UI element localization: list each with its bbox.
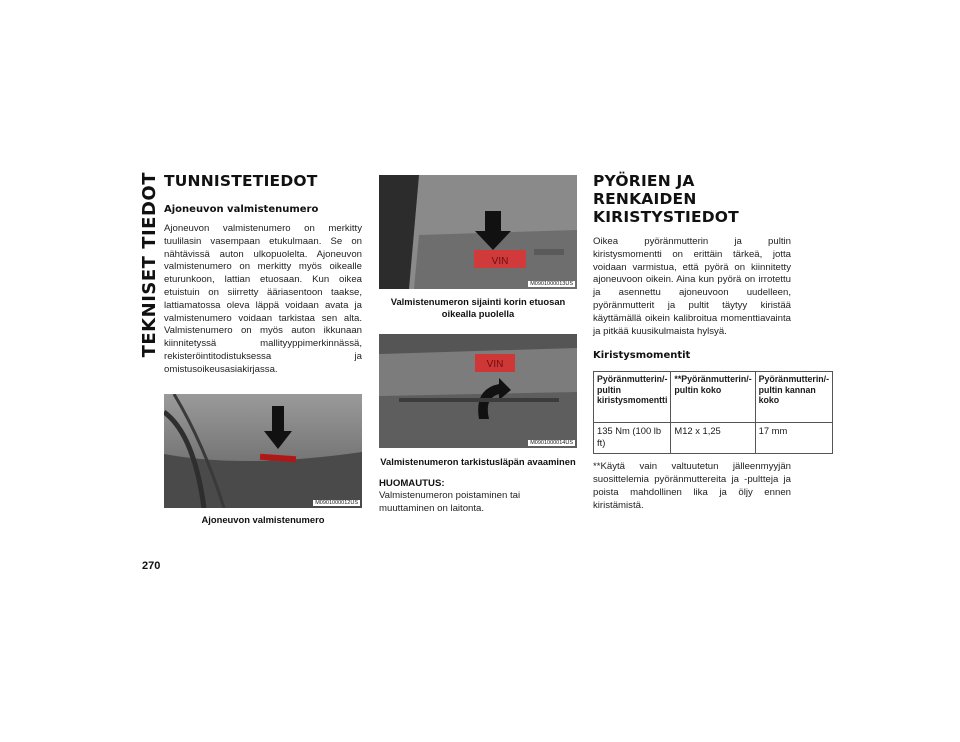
table-row: [594, 423, 833, 454]
note-text: Valmistenumeron poistaminen tai muuttaminen on laitonta.: [379, 490, 521, 514]
section-side-tab-label: TEKNISET TIEDOT: [139, 172, 160, 358]
note-heading: HUOMAUTUS:: [379, 478, 445, 489]
figure-vin-flap-open: [379, 334, 577, 448]
vin-flap-photo-illustration: [379, 334, 577, 448]
body-vin-photo-illustration: [379, 175, 577, 289]
page-number: 270: [142, 560, 161, 572]
figure-caption: Valmistenumeron tarkistusläpän avaaminen: [380, 456, 576, 467]
table-header-row: [594, 372, 833, 423]
table-cell-torque: 135 Nm (100 lb ft): [594, 423, 671, 454]
torque-paragraph: Oikea pyöränmutterin ja pultin kiristysmomentti on erittäin tärkeä, jotta voidaan varmistua, että pyörä on kiinnitetty ajoneuvoon oikein. Aina kun pyörä on irrotettu ja asennettu ajoneuvoon uudelleen, pyöränmutterit ja pultit täytyy kiristää käyttämällä oikein kalibroitua momenttiavainta ja pitkää kuusikulmaista hylsyä.: [593, 236, 791, 337]
torque-table: [593, 371, 833, 454]
section-side-tab: [140, 172, 158, 482]
figure-code: M0901000014US: [530, 440, 573, 446]
table-header-size: **Pyöränmutterin/-pultin koko: [671, 372, 755, 423]
table-header-torque: Pyöränmutterin/-pultin kiristysmomentti: [594, 372, 671, 423]
table-cell-socket: 17 mm: [755, 423, 832, 454]
figure-body-vin-location: [379, 175, 577, 289]
section-heading-identification: TUNNISTETIEDOT: [164, 172, 318, 190]
table-footnote: **Käytä vain valtuutetun jälleenmyyjän suosittelemia pyöränmuttereita ja -pultteja ja poista mahdollinen lika ja öljy ennen kiristämistä.: [593, 461, 791, 511]
table-header-socket: Pyöränmutterin/-pultin kannan koko: [755, 372, 832, 423]
subheading-torque: Kiristysmomentit: [593, 350, 691, 362]
figure-caption: Ajoneuvon valmistenumero: [201, 513, 325, 525]
vin-plate-text: VIN: [486, 359, 504, 370]
subheading-vin: Ajoneuvon valmistenumero: [164, 204, 319, 215]
column-vin-figures: [379, 175, 577, 516]
section-heading-wheel-torque: PYÖRIEN JA RENKAIDEN KIRISTYSTIEDOT: [593, 172, 739, 226]
column-wheel-torque: [593, 170, 830, 513]
figure-code: M0901000012US: [315, 499, 358, 506]
table-cell-size: M12 x 1,25: [671, 423, 755, 454]
column-identification: [164, 170, 362, 526]
figure-windshield-vin: [164, 394, 362, 508]
windshield-photo-illustration: [164, 394, 362, 508]
vin-plate-text: VIN: [491, 256, 509, 267]
vin-paragraph: Ajoneuvon valmistenumero on merkitty tuulilasin vasempaan etukulmaan. Se on nähtävissä auton ulkopuolelta. Ajoneuvon valmistenumero on merkitty myös oikealle eturunkoon, lattian etuosaan. Kun oikea etuistuin on siirretty ääriasentoon taakse, lattiamatossa oleva läppä voidaan avata ja valmistenumero voidaan tarkistaa sen alta. Valmistenumero on myös auton ikkunaan kiinnitetyssä mallityyppimerkinnässä, rekisteröintitodistuksessa ja omistusoikeusasiakirjassa.: [164, 223, 362, 375]
figure-caption: Valmistenumeron sijainti korin etuosan oikealla puolella: [390, 296, 566, 319]
figure-code: M0901000013US: [530, 281, 573, 287]
